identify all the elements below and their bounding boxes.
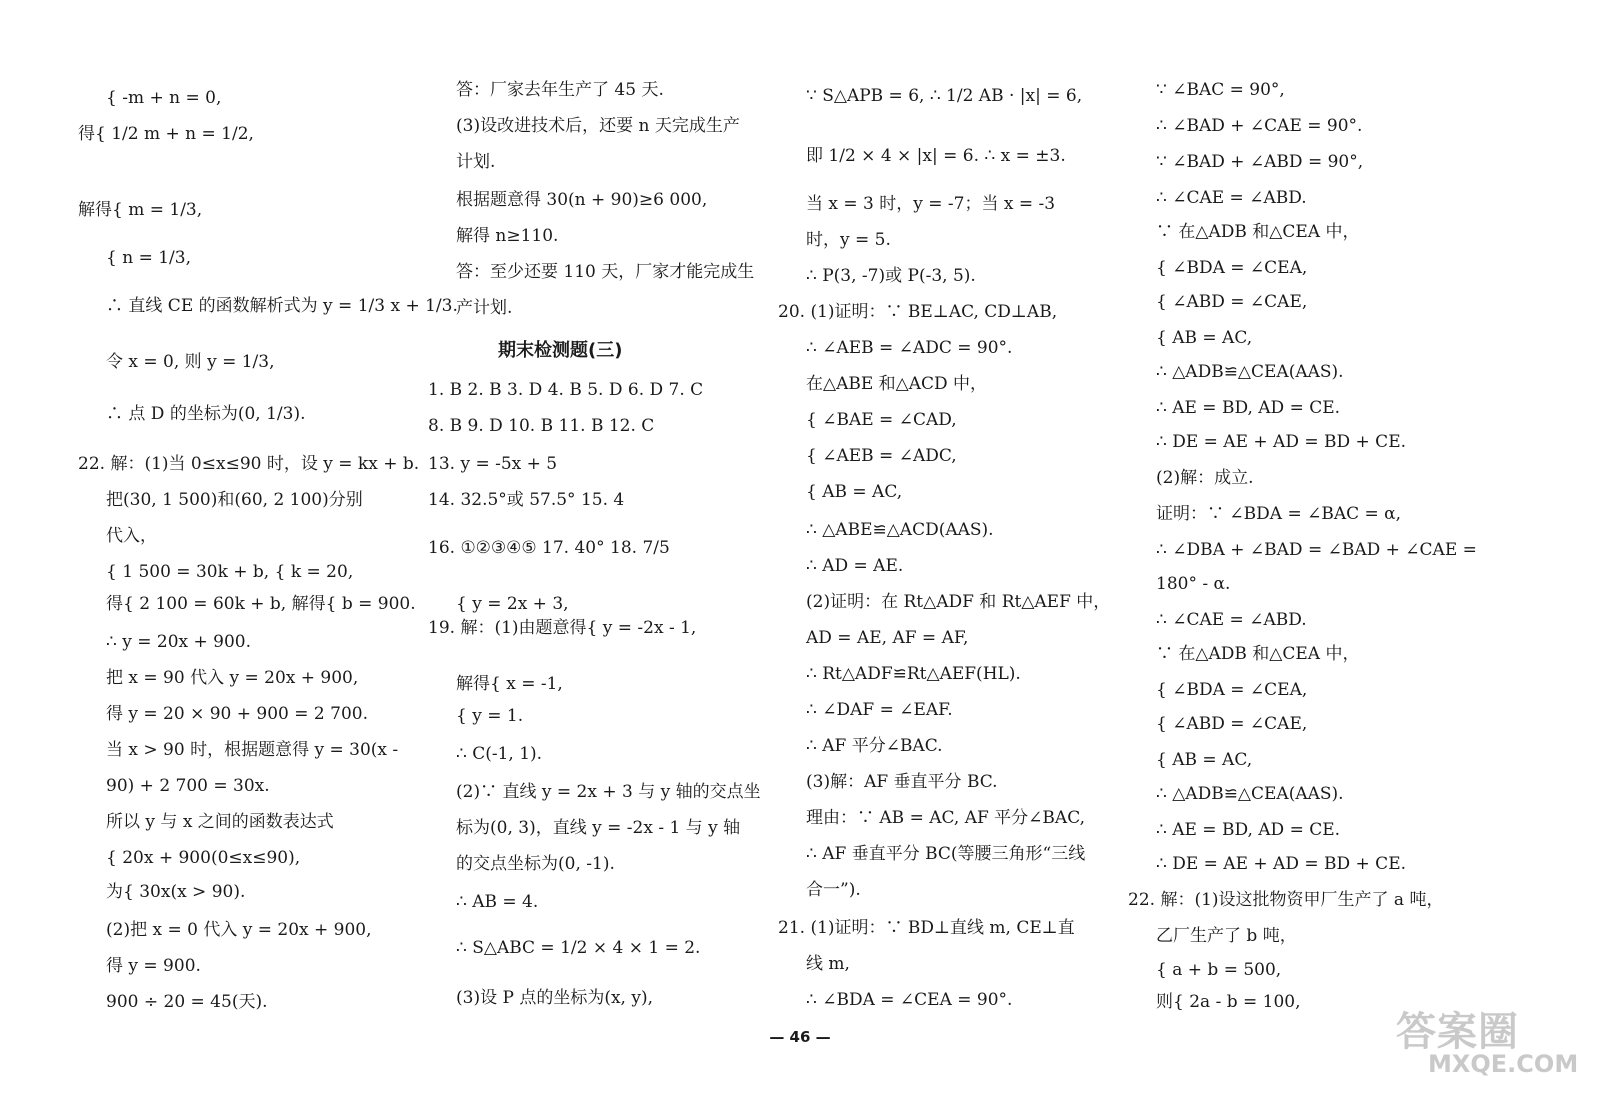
text-line: ∴ ∠CAE = ∠ABD. [1156, 188, 1307, 208]
text-line: 13. y = -5x + 5 [428, 454, 558, 474]
text-line: ∴ DE = AE + AD = BD + CE. [1156, 432, 1407, 452]
text-line: 16. ①②③④⑤ 17. 40° 18. 7/5 [428, 538, 670, 558]
text-line: 答：厂家去年生产了 45 天. [456, 80, 664, 100]
text-line: 解得 n≥110. [456, 226, 559, 246]
text-line: { y = 2x + 3, [456, 594, 569, 614]
text-line: 令 x = 0, 则 y = 1/3, [106, 352, 275, 372]
text-line: 产计划. [456, 298, 513, 318]
text-line: 8. B 9. D 10. B 11. B 12. C [428, 416, 655, 436]
text-line: ∴ S△ABC = 1/2 × 4 × 1 = 2. [456, 938, 701, 958]
text-line: ∵ 在△ADB 和△CEA 中， [1156, 222, 1360, 242]
text-line: 把 x = 90 代入 y = 20x + 900, [106, 668, 359, 688]
text-line: 合一”). [806, 880, 861, 900]
text-line: 理由：∵ AB = AC, AF 平分∠BAC, [806, 808, 1086, 828]
text-line: 22. 解：(1)当 0≤x≤90 时，设 y = kx + b. [78, 454, 420, 474]
text-line: 900 ÷ 20 = 45(天). [106, 992, 268, 1012]
watermark-logo [1392, 1000, 1579, 1082]
text-line: 20. (1)证明：∵ BE⊥AC, CD⊥AB, [778, 302, 1058, 322]
text-line: 时，y = 5. [806, 230, 891, 250]
text-line: ∴ ∠AEB = ∠ADC = 90°. [806, 338, 1013, 358]
text-line: 所以 y 与 x 之间的函数表达式 [106, 812, 334, 832]
text-line: { ∠BAE = ∠CAD, [806, 410, 957, 430]
text-line: ∴ 直线 CE 的函数解析式为 y = 1/3 x + 1/3. [106, 296, 458, 316]
text-line: ∴ ∠DAF = ∠EAF. [806, 700, 953, 720]
text-line: ∴ ∠DBA + ∠BAD = ∠BAD + ∠CAE = [1156, 540, 1477, 560]
text-line: 根据题意得 30(n + 90)≥6 000, [456, 190, 708, 210]
text-line: 标为(0, 3)，直线 y = -2x - 1 与 y 轴 [456, 818, 741, 838]
text-line: 得 y = 20 × 90 + 900 = 2 700. [106, 704, 368, 724]
text-line: ∴ AB = 4. [456, 892, 539, 912]
text-line: ∴ △ADB≌△CEA(AAS). [1156, 784, 1344, 804]
text-line: { ∠ABD = ∠CAE, [1156, 292, 1308, 312]
text-line: 代入， [106, 526, 157, 546]
section-heading: 期末检测题(三) [498, 340, 623, 361]
text-line: 19. 解：(1)由题意得{ y = -2x - 1, [428, 618, 697, 638]
text-line: ∵ ∠BAD + ∠ABD = 90°, [1156, 152, 1364, 172]
text-line: 得{ 2 100 = 60k + b, 解得{ b = 900. [106, 594, 416, 614]
text-line: 解得{ m = 1/3, [78, 200, 203, 220]
text-line: ∴ P(3, -7)或 P(-3, 5). [806, 266, 976, 286]
text-line: ∴ ∠BAD + ∠CAE = 90°. [1156, 116, 1363, 136]
text-line: { a + b = 500, [1156, 960, 1282, 980]
text-line: 证明：∵ ∠BDA = ∠BAC = α, [1156, 504, 1402, 524]
text-line: ∴ y = 20x + 900. [106, 632, 251, 652]
text-line: 得 y = 900. [106, 956, 201, 976]
text-line: ∴ ∠BDA = ∠CEA = 90°. [806, 990, 1013, 1010]
text-line: 1. B 2. B 3. D 4. B 5. D 6. D 7. C [428, 380, 704, 400]
text-line: (2)证明：在 Rt△ADF 和 Rt△AEF 中， [806, 592, 1111, 612]
text-line: ∴ AD = AE. [806, 556, 904, 576]
text-line: ∴ AF 平分∠BAC. [806, 736, 943, 756]
text-line: 答：至少还要 110 天，厂家才能完成生 [456, 262, 755, 282]
text-line: ∴ DE = AE + AD = BD + CE. [1156, 854, 1407, 874]
text-line: 90) + 2 700 = 30x. [106, 776, 270, 796]
text-line: 22. 解：(1)设这批物资甲厂生产了 a 吨， [1128, 890, 1444, 910]
text-line: 的交点坐标为(0, -1). [456, 854, 615, 874]
watermark-url: MXQE.COM [1428, 1050, 1579, 1078]
text-line: 乙厂生产了 b 吨， [1156, 926, 1297, 946]
page-number: — 46 — [769, 1028, 831, 1046]
text-line: (2)把 x = 0 代入 y = 20x + 900, [106, 920, 372, 940]
text-line: ∴ C(-1, 1). [456, 744, 543, 764]
text-line: 14. 32.5°或 57.5° 15. 4 [428, 490, 625, 510]
text-line: 180° - α. [1156, 574, 1231, 594]
text-line: 在△ABE 和△ACD 中， [806, 374, 988, 394]
text-line: AD = AE, AF = AF, [806, 628, 969, 648]
text-line: ∴ △ADB≌△CEA(AAS). [1156, 362, 1344, 382]
text-line: (3)设改进技术后，还要 n 天完成生产 [456, 116, 740, 136]
text-line: ∴ 点 D 的坐标为(0, 1/3). [106, 404, 306, 424]
text-line: 得{ 1/2 m + n = 1/2, [78, 124, 254, 144]
text-line: (2)解：成立. [1156, 468, 1254, 488]
text-line: (3)设 P 点的坐标为(x, y), [456, 988, 653, 1008]
text-line: { n = 1/3, [106, 248, 191, 268]
text-line: { AB = AC, [806, 482, 903, 502]
text-line: 线 m, [806, 954, 850, 974]
text-line: 为{ 30x(x > 90). [106, 882, 246, 902]
text-line: 即 1/2 × 4 × |x| = 6. ∴ x = ±3. [806, 146, 1066, 166]
text-line: { ∠AEB = ∠ADC, [806, 446, 957, 466]
text-line: 计划. [456, 152, 496, 172]
text-line: { ∠BDA = ∠CEA, [1156, 680, 1308, 700]
text-line: 当 x = 3 时，y = -7；当 x = -3 [806, 194, 1056, 214]
text-line: ∴ AF 垂直平分 BC(等腰三角形“三线 [806, 844, 1086, 864]
text-line: (2)∵ 直线 y = 2x + 3 与 y 轴的交点坐 [456, 782, 761, 802]
text-line: { ∠BDA = ∠CEA, [1156, 258, 1308, 278]
text-line: 解得{ x = -1, [456, 674, 563, 694]
watermark-text: 答案圈 [1396, 1009, 1519, 1055]
text-line: ∴ Rt△ADF≌Rt△AEF(HL). [806, 664, 1021, 684]
text-line: { AB = AC, [1156, 328, 1253, 348]
text-line: { 20x + 900(0≤x≤90), [106, 848, 301, 868]
text-line: ∴ △ABE≌△ACD(AAS). [806, 520, 994, 540]
text-line: ∵ S△APB = 6, ∴ 1/2 AB · |x| = 6, [806, 86, 1083, 106]
text-line: 把(30, 1 500)和(60, 2 100)分别 [106, 490, 363, 510]
text-line: ∵ ∠BAC = 90°, [1156, 80, 1285, 100]
text-line: 则{ 2a - b = 100, [1156, 992, 1301, 1012]
text-line: { 1 500 = 30k + b, { k = 20, [106, 562, 354, 582]
text-line: ∵ 在△ADB 和△CEA 中， [1156, 644, 1360, 664]
text-line: ∴ ∠CAE = ∠ABD. [1156, 610, 1307, 630]
text-line: { ∠ABD = ∠CAE, [1156, 714, 1308, 734]
text-line: (3)解：AF 垂直平分 BC. [806, 772, 998, 792]
text-line: { -m + n = 0, [106, 88, 222, 108]
text-line: 21. (1)证明：∵ BD⊥直线 m, CE⊥直 [778, 918, 1075, 938]
text-line: { AB = AC, [1156, 750, 1253, 770]
text-line: { y = 1. [456, 706, 524, 726]
text-line: ∴ AE = BD, AD = CE. [1156, 398, 1341, 418]
text-line: 当 x > 90 时，根据题意得 y = 30(x - [106, 740, 399, 760]
text-line: ∴ AE = BD, AD = CE. [1156, 820, 1341, 840]
